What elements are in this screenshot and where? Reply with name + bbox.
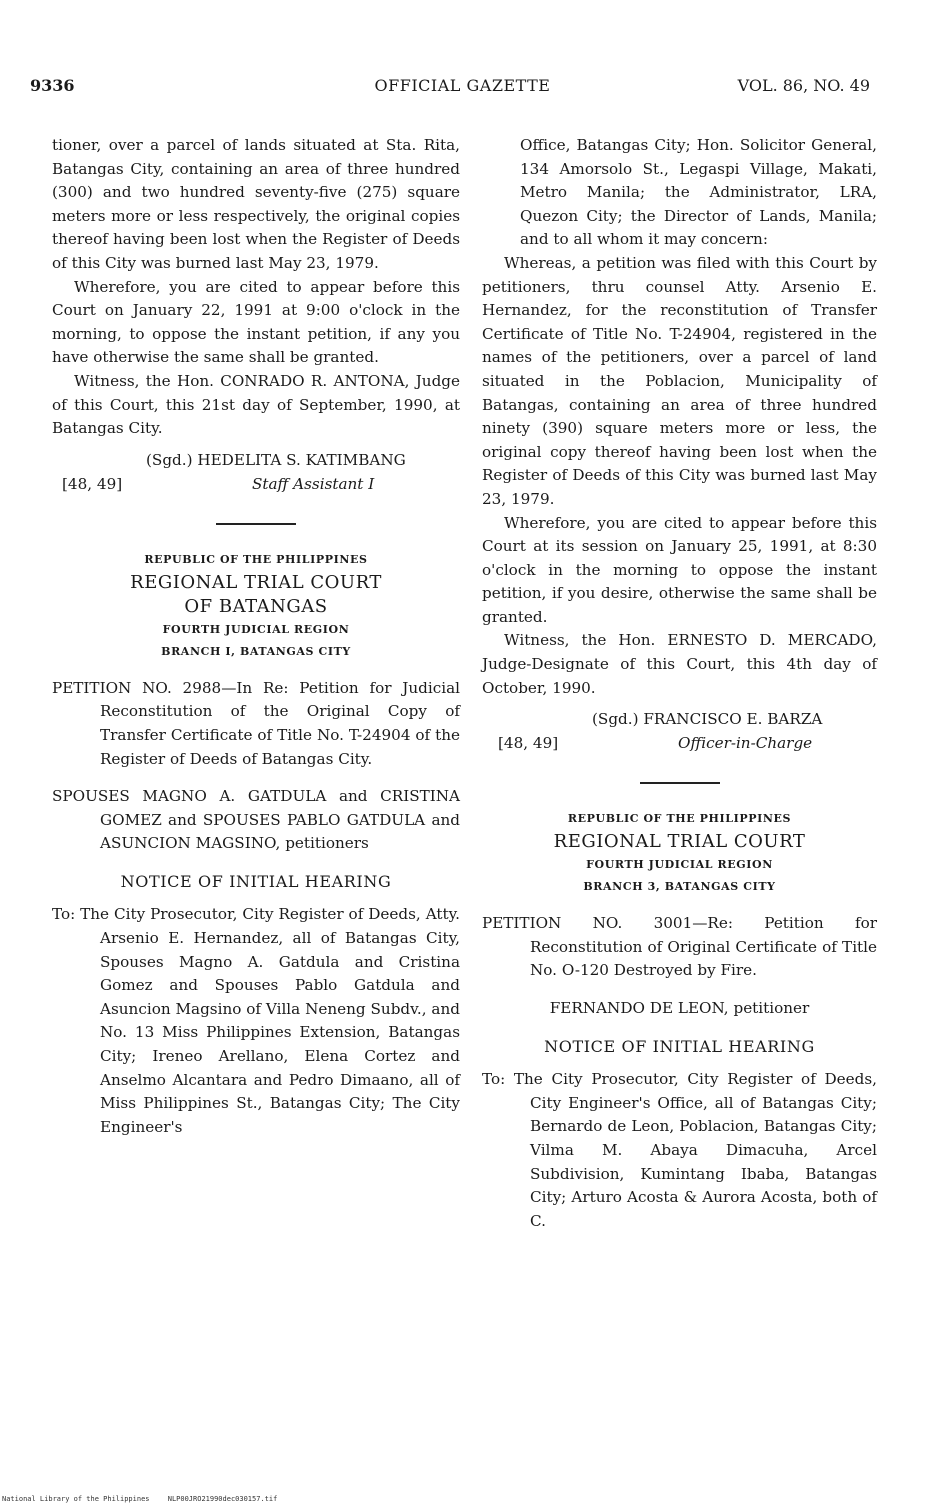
- footer-library: National Library of the Philippines: [2, 1495, 150, 1503]
- publication-title: OFFICIAL GAZETTE: [374, 76, 551, 95]
- right-paragraph-2: Whereas, a petition was filed with this Court by petitioners, thru counsel Atty. Arsenio E. Hernandez, for the reconstitution of Transfer Certificate of Title No. T-24904, registered in the names of the petitioners, over a parcel of land situated in the Poblacion, Municipality of Batangas, containing an area of three hundred ninety (390) square meters more or less, the original copy thereof having been lost when the Register of Deeds of this City was burned last May 23, 1979.: [482, 253, 877, 508]
- left-paragraph-1: tioner, over a parcel of lands situated at Sta. Rita, Batangas City, containing an area of three hundred (300) and two hundred seventy-five (275) square meters more or less respectively, the original copies thereof having been lost when the Register of Deeds of this City was burned last May 23, 1979.: [52, 136, 460, 272]
- right-petition-title: PETITION NO. 3001—Re: Petition for Reconstitution of Original Certificate of Title No. O-120 Destroyed by Fire.: [482, 914, 877, 980]
- court-branch: BRANCH I, BATANGAS CITY: [161, 644, 351, 658]
- court-location: OF BATANGAS: [184, 595, 328, 617]
- page-number: 9336: [30, 76, 75, 95]
- right-column: [482, 134, 877, 1233]
- left-signature-title: Staff Assistant I: [252, 474, 375, 493]
- volume-number: VOL. 86, NO. 49: [737, 76, 870, 95]
- right-signature-title: Officer-in-Charge: [678, 734, 813, 753]
- court-name: REGIONAL TRIAL COURT: [553, 831, 806, 853]
- court-republic: REPUBLIC OF THE PHILIPPINES: [567, 812, 792, 826]
- left-signature-reference: [48, 49]: [62, 474, 123, 493]
- left-court-heading: [52, 549, 460, 663]
- court-region: FOURTH JUDICIAL REGION: [586, 858, 773, 872]
- court-name: REGIONAL TRIAL COURT: [130, 571, 382, 593]
- left-addressees: To: The City Prosecutor, City Register of Deeds, Atty. Arsenio E. Hernandez, all of Batangas City, Spouses Magno A. Gatdula and Cristina Gomez and Spouses Pablo Gatdula and Asuncion Magsino of Villa Neneng Subdv., and No. 13 Miss Philippines Extension, Batangas City; Ireneo Arellano, Elena Cortez and Anselmo Alcantara and Pedro Dimaano, all of Miss Philippines St., Batangas City; The City Engineer's: [52, 905, 460, 1136]
- court-region: FOURTH JUDICIAL REGION: [162, 622, 350, 636]
- left-notice-heading: NOTICE OF INITIAL HEARING: [120, 871, 392, 891]
- court-branch: BRANCH 3, BATANGAS CITY: [583, 880, 776, 894]
- section-divider: [216, 523, 296, 525]
- left-column: [52, 134, 460, 1139]
- left-paragraph-2: Wherefore, you are cited to appear before this Court on January 22, 1991 at 9:00 o'clock in the morning, to oppose the instant petition, if any you have otherwise the same shall be granted.: [52, 277, 460, 367]
- right-signature-reference: [48, 49]: [498, 734, 559, 753]
- right-petitioner: FERNANDO DE LEON, petitioner: [549, 999, 810, 1018]
- left-petition-title: PETITION NO. 2988—In Re: Petition for Judicial Reconstitution of the Original Copy of Transfer Certificate of Title No. T-24904 of the Register of Deeds of Batangas City.: [52, 678, 460, 768]
- right-paragraph-4: Witness, the Hon. ERNESTO D. MERCADO, Judge-Designate of this Court, this 4th day of October, 1990.: [482, 631, 877, 697]
- right-signature: [482, 708, 877, 756]
- right-addressees: To: The City Prosecutor, City Register of Deeds, City Engineer's Office, all of Batangas City; Bernardo de Leon, Poblacion, Batangas City; Vilma M. Abaya Dimacuha, Arcel Subdivision, Kumintang Ibaba, Batangas City; Arturo Acosta & Aurora Acosta, both of C.: [482, 1070, 877, 1230]
- right-notice-heading: NOTICE OF INITIAL HEARING: [544, 1036, 815, 1056]
- scan-footer: [2, 1495, 291, 1503]
- left-paragraph-3: Witness, the Hon. CONRADO R. ANTONA, Judge of this Court, this 21st day of September, 1990, at Batangas City.: [52, 371, 460, 438]
- left-signature: [52, 449, 460, 497]
- right-court-heading: [482, 808, 877, 898]
- right-paragraph-3: Wherefore, you are cited to appear before this Court at its session on January 25, 1991, at 8:30 o'clock in the morning to oppose the instant petition, if you desire, otherwise the same shall be granted.: [482, 513, 877, 626]
- court-republic: REPUBLIC OF THE PHILIPPINES: [144, 552, 368, 566]
- footer-filename: NLP00JRO21990dec030157.tif: [167, 1495, 278, 1503]
- section-divider: [640, 782, 720, 784]
- left-petitioners: SPOUSES MAGNO A. GATDULA and CRISTINA GOMEZ and SPOUSES PABLO GATDULA and ASUNCION MAGSINO, petitioners: [52, 787, 460, 853]
- right-signature-name: (Sgd.) FRANCISCO E. BARZA: [592, 710, 823, 729]
- left-signature-name: (Sgd.) HEDELITA S. KATIMBANG: [146, 450, 406, 469]
- right-paragraph-1: Office, Batangas City; Hon. Solicitor General, 134 Amorsolo St., Legaspi Village, Makati, Metro Manila; the Administrator, LRA, Quezon City; the Director of Lands, Manila; and to all whom it may concern:: [520, 136, 877, 249]
- page-header: [0, 76, 925, 102]
